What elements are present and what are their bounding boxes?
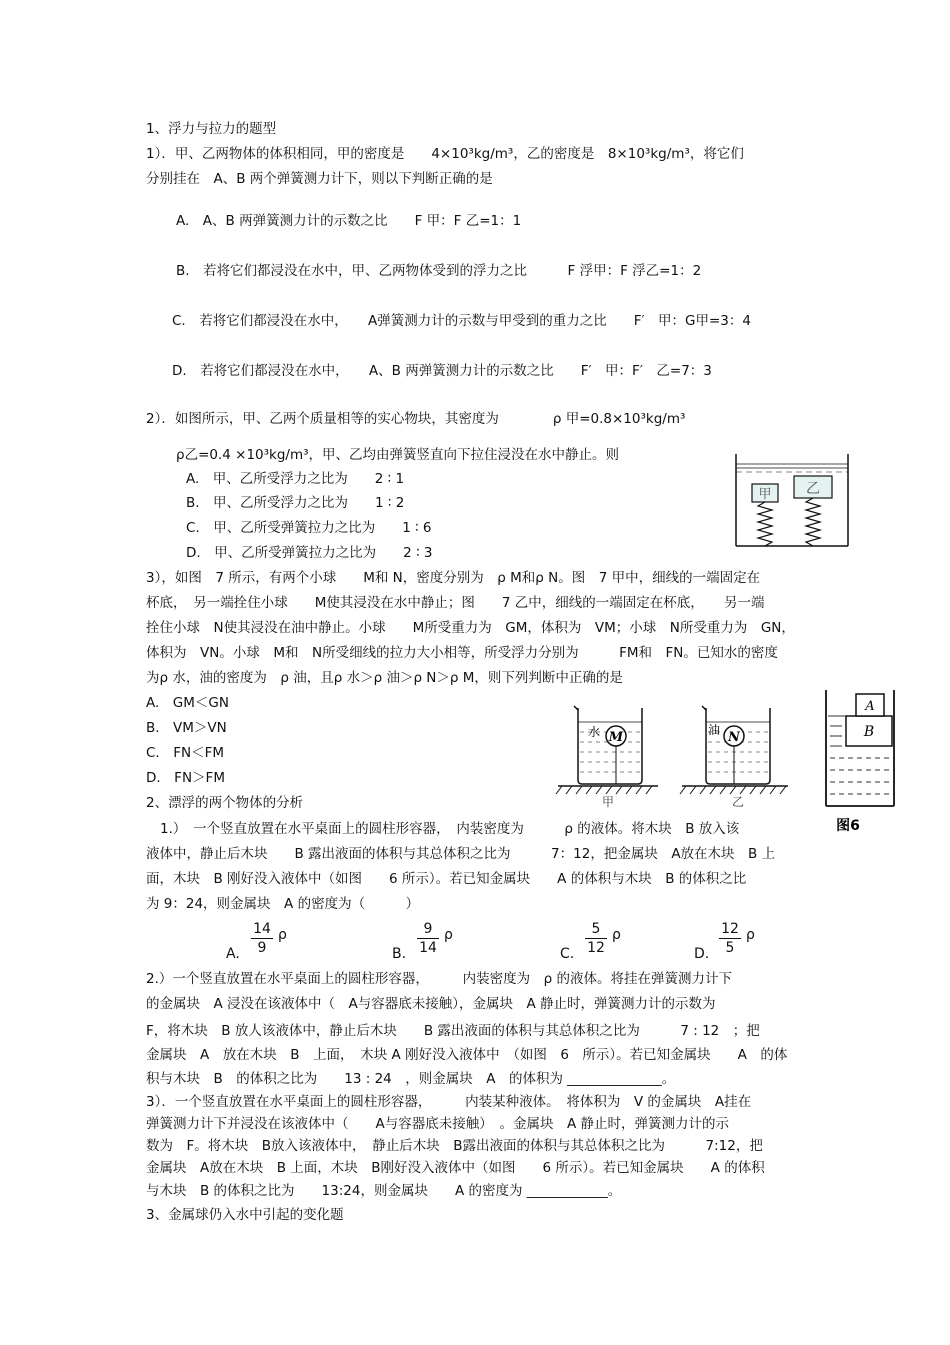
p1-option-a-rho: ρ: [278, 927, 287, 943]
p3-line2: 弹簧测力计下并浸没在该液体中（ A与容器底未接触） 。金属块 A 静止时，弹簧测力计的示: [146, 1116, 730, 1132]
q3-line4: 体积为 VN。小球 M和 N所受细线的拉力大小相等，所受浮力分别为 FM和 FN。已知水的密度: [146, 645, 778, 661]
q1-option-a: A. A、B 两弹簧测力计的示数之比 F 甲：F 乙=1：1: [176, 213, 522, 229]
p1-option-a-fraction: [250, 920, 274, 957]
q3-fig-water-label: 水: [588, 725, 601, 739]
q1-line1: 1）．甲、乙两物体的体积相同，甲的密度是 4×10³kg/m³，乙的密度是 8×10³kg/m³，将它们: [146, 146, 744, 162]
q1-option-d: D. 若将它们都浸没在水中， A、B 两弹簧测力计的示数之比 F′ 甲：F′ 乙=7：3: [172, 363, 712, 379]
q1-option-b: B. 若将它们都浸没在水中，甲、乙两物体受到的浮力之比 F 浮甲：F 浮乙=1：2: [176, 263, 702, 279]
p1-option-a-denominator: 9: [257, 940, 267, 956]
q2-option-c: C. 甲、乙所受弹簧拉力之比为 1 ∶ 6: [186, 520, 432, 536]
p1-option-b-denominator: 14: [419, 940, 437, 956]
q1-line2: 分别挂在 A、B 两个弹簧测力计下，则以下判断正确的是: [146, 171, 493, 187]
q3-fig-oil-label: 油: [708, 723, 721, 737]
q2-line1: 2）．如图所示，甲、乙两个质量相等的实心物块，其密度为 ρ 甲=0.8×10³kg/m³: [146, 411, 686, 427]
p1-option-c-fraction: [584, 920, 608, 957]
q2-option-b: B. 甲、乙所受浮力之比为 1 ∶ 2: [186, 495, 405, 511]
fig6-block-a-label: A: [865, 699, 875, 714]
fig6-caption: 图6: [836, 818, 860, 834]
q3-fig-label-jia: 甲: [601, 795, 615, 808]
p1-option-d-numerator: 12: [721, 921, 739, 937]
p1-line1: 1.） 一个竖直放置在水平桌面上的圆柱形容器， 内装密度为 ρ 的液体。将木块 B 放入该: [160, 821, 740, 837]
p1-option-c-numerator: 5: [591, 921, 601, 937]
q3-line3: 拴住小球 N使其浸没在油中静止。小球 M所受重力为 GM，体积为 VM；小球 N所受重力为 GN，: [146, 620, 795, 636]
p1-option-c-rho: ρ: [612, 927, 621, 943]
p1-option-c-label: C.: [560, 946, 575, 962]
q3-option-b: B. VM＞VN: [146, 720, 227, 736]
p1-option-c-denominator: 12: [587, 940, 605, 956]
p3-line3: 数为 F。将木块 B放入该液体中， 静止后木块 B露出液面的体积与其总体积之比为 7:12，把: [146, 1138, 763, 1154]
q2-fig-label-yi: 乙: [806, 481, 820, 497]
p1-option-b-label: B.: [392, 946, 407, 962]
p2-line2: 的金属块 A 浸没在该液体中（ A与容器底未接触），金属块 A 静止时，弹簧测力计的示数为: [146, 996, 716, 1012]
q3-fig-ball-m: M: [608, 730, 624, 745]
section3-title: 3、金属球仍入水中引起的变化题: [146, 1207, 344, 1223]
q2-fig-label-jia: 甲: [758, 487, 772, 502]
section2-title: 2、漂浮的两个物体的分析: [146, 795, 304, 811]
q3-line1: 3），如图 7 所示，有两个小球 M和 N，密度分别为 ρ M和ρ N。图 7 甲中，细线的一端固定在: [146, 570, 761, 586]
q2-option-d: D. 甲、乙所受弹簧拉力之比为 2 ∶ 3: [186, 545, 433, 561]
p3-line5: 与木块 B 的体积之比为 13:24，则金属块 A 的密度为 ____________。: [146, 1183, 622, 1199]
fig6-block-b-label: B: [863, 724, 875, 740]
p1-line3: 面，木块 B 刚好没入液体中（如图 6 所示）。若已知金属块 A 的体积与木块 B 的体积之比: [146, 871, 747, 887]
p1-line2: 液体中，静止后木块 B 露出液面的体积与其总体积之比为 7：12，把金属块 A放在木块 B 上: [146, 846, 776, 862]
q3-fig-label-yi: 乙: [731, 795, 745, 808]
q3-option-a: A. GM＜GN: [146, 695, 229, 711]
q3-beakers-figure: [548, 700, 808, 808]
p2-line4: 金属块 A 放在木块 B 上面， 木块 A 刚好没入液体中 （如图 6 所示）。若已知金属块 A 的体: [146, 1047, 788, 1063]
q3-line2: 杯底， 另一端拴住小球 M使其浸没在水中静止；图 7 乙中，细线的一端固定在杯底， 另一端: [146, 595, 765, 611]
fig6-figure: [818, 686, 900, 836]
p1-option-b-numerator: 9: [423, 921, 433, 937]
q3-line5: 为ρ 水，油的密度为 ρ 油，且ρ 水＞ρ 油＞ρ N＞ρ M，则下列判断中正确的是: [146, 670, 623, 686]
q1-option-c: C. 若将它们都浸没在水中， A弹簧测力计的示数与甲受到的重力之比 F′ 甲：G甲=3：4: [172, 313, 751, 329]
section1-title: 1、浮力与拉力的题型: [146, 121, 277, 137]
p3-line1: 3）．一个竖直放置在水平桌面上的圆柱形容器， 内装某种液体。 将体积为 V 的金属块 A挂在: [146, 1094, 752, 1110]
p1-option-d-rho: ρ: [746, 927, 755, 943]
q2-spring-figure: [728, 450, 852, 550]
p1-option-d-fraction: [718, 920, 742, 957]
p1-option-b-fraction: [416, 920, 440, 957]
p1-option-d-label: D.: [694, 946, 710, 962]
p3-line4: 金属块 A放在木块 B 上面，木块 B刚好没入液体中（如图 6 所示）。若已知金属块 A 的体积: [146, 1160, 765, 1176]
q2-option-a: A. 甲、乙所受浮力之比为 2 ∶ 1: [186, 471, 405, 487]
p1-option-b-rho: ρ: [444, 927, 453, 943]
p1-option-d-denominator: 5: [725, 940, 735, 956]
p1-option-a-numerator: 14: [253, 921, 271, 937]
p1-option-a-label: A.: [226, 946, 240, 962]
q3-option-c: C. FN＜FM: [146, 745, 224, 761]
p1-line4: 为 9：24，则金属块 A 的密度为（ ）: [146, 896, 420, 912]
q3-option-d: D. FN＞FM: [146, 770, 225, 786]
p2-line5: 积与木块 B 的体积之比为 13 : 24 ，则金属块 A 的体积为 ______________。: [146, 1071, 676, 1087]
q2-line2: ρ乙=0.4 ×10³kg/m³，甲、乙均由弹簧竖直向下拉住浸没在水中静止。则: [176, 447, 620, 463]
p2-line3: F，将木块 B 放人该液体中，静止后木块 B 露出液面的体积与其总体积之比为 7 : 12 ；把: [146, 1023, 760, 1039]
p2-line1: 2.）一个竖直放置在水平桌面上的圆柱形容器， 内装密度为 ρ 的液体。将挂在弹簧测力计下: [146, 971, 732, 987]
q3-fig-ball-n: N: [728, 730, 740, 745]
